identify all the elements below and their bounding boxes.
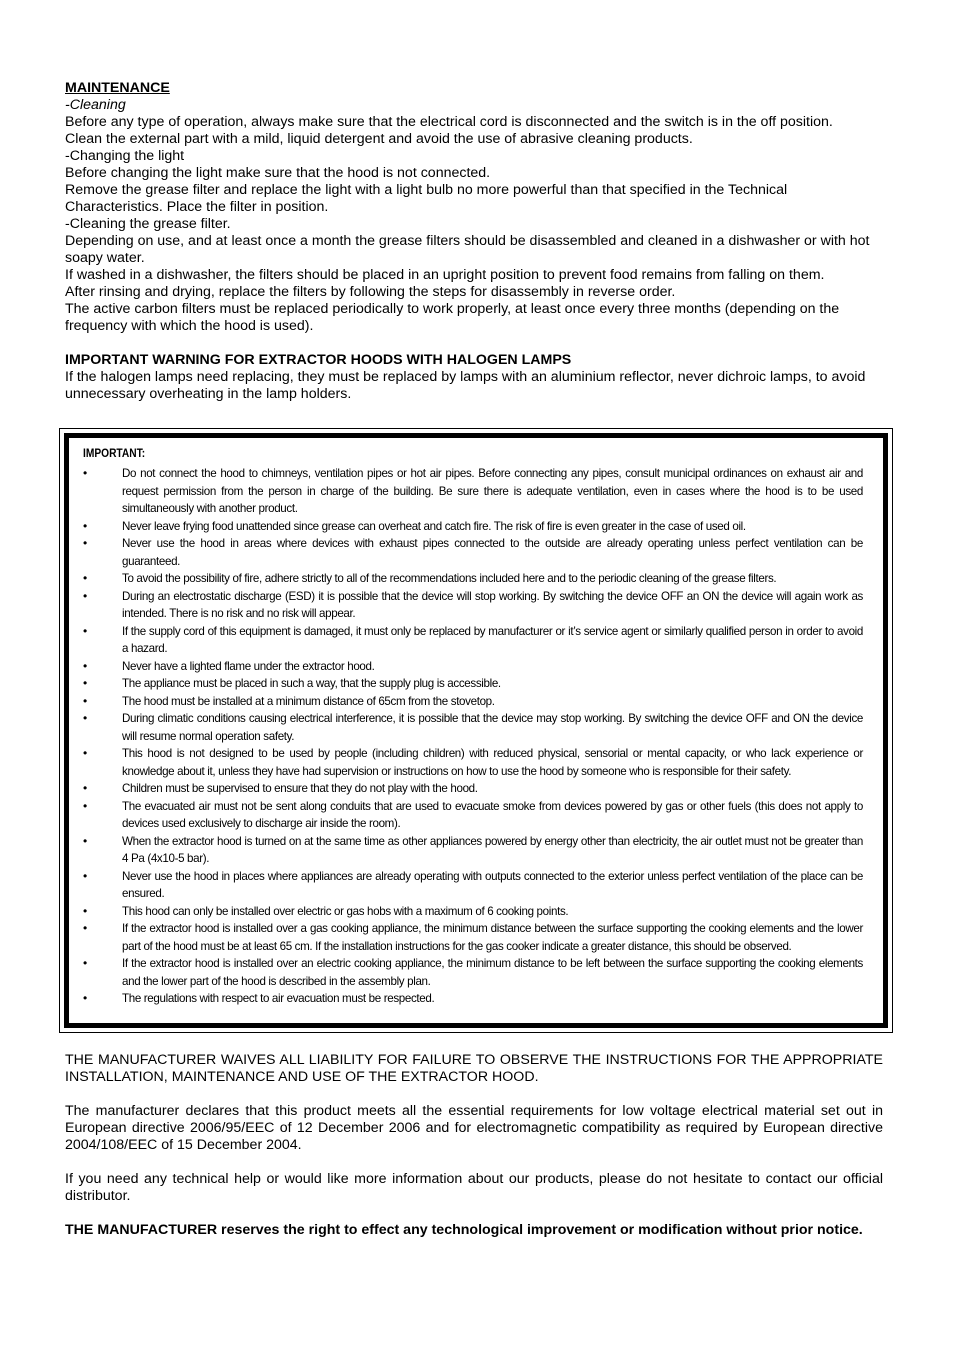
important-item-text: The regulations with respect to air evacuation must be respected. bbox=[122, 992, 435, 1005]
important-item-text: If the extractor hood is installed over an electric cooking appliance, the minimum distance to be left between the surface supporting the cooking elements and the lower part of the hood is described in the assembly plan. bbox=[122, 957, 863, 988]
bullet-icon: • bbox=[83, 623, 87, 638]
important-list-item bbox=[83, 693, 863, 711]
liability-notice: THE MANUFACTURER WAIVES ALL LIABILITY FOR FAILURE TO OBSERVE THE INSTRUCTIONS FOR THE APPROPRIATE INSTALLATION, MAINTENANCE AND USE OF THE EXTRACTOR HOOD. bbox=[65, 1052, 883, 1085]
important-title: IMPORTANT: bbox=[83, 446, 146, 460]
spacer bbox=[65, 335, 883, 352]
important-item-text: Never have a lighted flame under the extractor hood. bbox=[122, 659, 375, 673]
changing-light-paragraph: Remove the grease filter and replace the light with a light bulb no more powerful than that specified in the Technical Characteristics. Place the filter in position. bbox=[65, 182, 788, 215]
important-list-item bbox=[83, 920, 863, 955]
important-item-text: Children must be supervised to ensure that they do not play with the hood. bbox=[122, 782, 478, 795]
important-item-text: When the extractor hood is turned on at the same time as other appliances powered by energy other than electricity, the air outlet must not be greater than 4 Pa (4x10-5 bar). bbox=[122, 834, 863, 865]
changing-light-subheading: -Changing the light bbox=[65, 148, 185, 164]
maintenance-section bbox=[65, 80, 883, 403]
bullet-icon: • bbox=[83, 746, 87, 760]
important-item-text: Never leave frying food unattended since grease can overheat and catch fire. The risk of fire is even greater in the case of used oil. bbox=[122, 519, 746, 533]
bullet-icon: • bbox=[83, 588, 87, 603]
grease-filter-paragraph: After rinsing and drying, replace the filters by following the steps for disassembly in reverse order. bbox=[65, 284, 676, 300]
footer-section bbox=[65, 1052, 883, 1239]
important-list-item bbox=[83, 588, 863, 623]
important-list bbox=[83, 465, 863, 1008]
important-item-text: Never use the hood in places where appliances are already operating with outputs connected to the exterior unless perfect ventilation of the place can be ensured. bbox=[122, 869, 863, 900]
halogen-warning-title: IMPORTANT WARNING FOR EXTRACTOR HOODS WITH HALOGEN LAMPS bbox=[65, 352, 572, 368]
important-item-text: The appliance must be placed in such a way, that the supply plug is accessible. bbox=[122, 677, 501, 690]
important-item-text: Never use the hood in areas where devices with exhaust pipes connected to the outside are already operating unless perfect ventilation can be guaranteed. bbox=[122, 537, 863, 568]
important-list-item bbox=[83, 535, 863, 570]
spacer bbox=[65, 1086, 883, 1103]
spacer bbox=[65, 1154, 883, 1171]
help-paragraph: If you need any technical help or would like more information about our products, please do not hesitate to contact our official distributor. bbox=[65, 1171, 883, 1204]
bullet-icon: • bbox=[83, 781, 87, 795]
important-list-item bbox=[83, 675, 863, 693]
cleaning-paragraph: Clean the external part with a mild, liquid detergent and avoid the use of abrasive cleaning products. bbox=[65, 131, 693, 147]
important-list-item bbox=[83, 658, 863, 676]
important-list-item bbox=[83, 710, 863, 745]
halogen-warning-text: If the halogen lamps need replacing, they must be replaced by lamps with an aluminium reflector, never dichroic lamps, to avoid unnecessary overheating in the lamp holders. bbox=[65, 369, 866, 402]
important-list-item bbox=[83, 955, 863, 990]
bullet-icon: • bbox=[83, 466, 87, 480]
rights-notice: THE MANUFACTURER reserves the right to effect any technological improvement or modification without prior notice. bbox=[65, 1222, 863, 1238]
bullet-icon: • bbox=[83, 658, 87, 673]
important-list-item bbox=[83, 833, 863, 868]
bullet-icon: • bbox=[83, 991, 87, 1005]
bullet-icon: • bbox=[83, 676, 87, 690]
spacer bbox=[65, 1205, 883, 1222]
bullet-icon: • bbox=[83, 571, 87, 585]
important-item-text: During climatic conditions causing electrical interference, it is possible that the device may stop working. By switching the device OFF and ON the device will resume normal operation safety. bbox=[122, 712, 863, 743]
bullet-icon: • bbox=[83, 833, 87, 848]
important-list-item bbox=[83, 570, 863, 588]
important-item-text: This hood is not designed to be used by people (including children) with reduced physical, sensorial or mental capacity, or who lack experience or knowledge about it, unless they have had supervision or instructions on how to use the hood by someone who is responsible for their safety. bbox=[122, 747, 863, 778]
important-item-text: If the supply cord of this equipment is damaged, it must only be replaced by manufacturer or it’s service agent or similarly qualified person in order to avoid a hazard. bbox=[122, 624, 863, 655]
important-list-item bbox=[83, 780, 863, 798]
important-item-text: The hood must be installed at a minimum distance of 65cm from the stovetop. bbox=[122, 694, 495, 708]
important-box bbox=[59, 428, 893, 1033]
important-item-text: Do not connect the hood to chimneys, ventilation pipes or hot air pipes. Before connecting any pipes, consult municipal ordinances on exhaust air and request permission from the person in charge of the building. Be sure there is adequate ventilation, even in cases where the hood is to be used simultaneously with another product. bbox=[122, 467, 863, 515]
bullet-icon: • bbox=[83, 921, 87, 935]
important-item-text: During an electrostatic discharge (ESD) it is possible that the device will stop working. By switching the device OFF an ON the device will again work as intended. There is no risk and no risk will appear. bbox=[122, 589, 863, 620]
bullet-icon: • bbox=[83, 518, 87, 533]
bullet-icon: • bbox=[83, 868, 87, 883]
bullet-icon: • bbox=[83, 711, 87, 725]
grease-filter-paragraph: The active carbon filters must be replaced periodically to work properly, at least once every three months (depending on the frequency with which the hood is used). bbox=[65, 301, 840, 334]
bullet-icon: • bbox=[83, 536, 87, 550]
grease-filter-paragraph: Depending on use, and at least once a month the grease filters should be disassembled and cleaned in a dishwasher or with hot soapy water. bbox=[65, 233, 870, 266]
important-list-item bbox=[83, 623, 863, 658]
bullet-icon: • bbox=[83, 798, 87, 813]
bullet-icon: • bbox=[83, 956, 87, 970]
important-list-item bbox=[83, 990, 863, 1008]
important-item-text: If the extractor hood is installed over a gas cooking appliance, the minimum distance between the surface supporting the cooking elements and the lower part of the hood must be at least 65 cm. If the installation instructions for the gas cooker indicate a greater distance, this should be observed. bbox=[122, 922, 863, 953]
important-item-text: The evacuated air must not be sent along conduits that are used to evacuate smoke from devices powered by gas or other fuels (this does not apply to devices used exclusively to discharge air inside the room). bbox=[122, 799, 863, 830]
bullet-icon: • bbox=[83, 903, 87, 918]
bullet-icon: • bbox=[83, 693, 87, 708]
important-list-item bbox=[83, 465, 863, 518]
important-item-text: To avoid the possibility of fire, adhere strictly to all of the recommendations included here and to the periodic cleaning of the grease filters. bbox=[122, 572, 777, 585]
declaration-paragraph: The manufacturer declares that this product meets all the essential requirements for low voltage electrical material set out in European directive 2006/95/EEC of 12 December 2006 and for electromagnetic compatibility as required by European directive 2004/108/EEC of 15 December 2004. bbox=[65, 1103, 883, 1153]
important-list-item bbox=[83, 868, 863, 903]
important-box-content bbox=[83, 446, 863, 1008]
important-list-item bbox=[83, 798, 863, 833]
grease-filter-subheading: -Cleaning the grease filter. bbox=[65, 216, 231, 232]
important-item-text: This hood can only be installed over electric or gas hobs with a maximum of 6 cooking points. bbox=[122, 904, 569, 918]
cleaning-subheading: -Cleaning bbox=[65, 97, 126, 113]
important-list-item bbox=[83, 518, 863, 536]
maintenance-title: MAINTENANCE bbox=[65, 80, 170, 96]
cleaning-paragraph: Before any type of operation, always make sure that the electrical cord is disconnected and the switch is in the off position. bbox=[65, 114, 833, 130]
grease-filter-paragraph: If washed in a dishwasher, the filters should be placed in an upright position to prevent food remains from falling on them. bbox=[65, 267, 825, 283]
changing-light-paragraph: Before changing the light make sure that the hood is not connected. bbox=[65, 165, 491, 181]
important-list-item bbox=[83, 903, 863, 921]
important-list-item bbox=[83, 745, 863, 780]
